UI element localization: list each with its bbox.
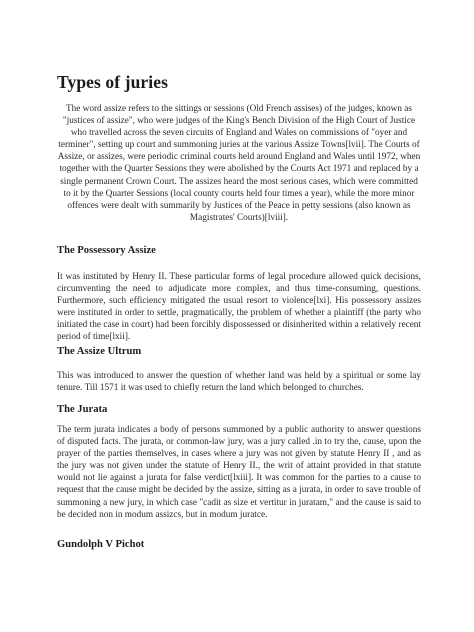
section-heading-assize-ultrum: The Assize Ultrum [57, 346, 142, 357]
section-heading-possessory-assize: The Possessory Assize [57, 245, 156, 256]
page-title: Types of juries [57, 72, 169, 92]
section-body-jurata: The term jurata indicates a body of persons summoned by a public authority to answer questions of disputed facts. The jurata, or common-law jury, was a jury called .in to try the, cause, upon the prayer of the parties themselves, in cases where a jury was not given by statute Henry II , and as the jury was not given under the statute of Henry II., the writ of attaint provided in that statute would not lie against a jurata for false verdict[lxiii]. It was common for the parties to a cause to request that the cause might be decided by the assize, sitting as a jurata, in order to save trouble of summoning a new jury, in which case "cadit as size et vertitur in juratam," and the cause is said to be decided non in modum assizcs, but in modum juratce. [57, 425, 421, 520]
section-body-assize-ultrum: This was introduced to answer the question of whether land was held by a spiritual or some lay tenure. Till 1571 it was used to chiefly return the land which belonged to churches. [57, 371, 421, 394]
section-heading-jurata: The Jurata [57, 404, 108, 415]
intro-paragraph: The word assize refers to the sittings or sessions (Old French assises) of the judges, known as "justices of assize", who were judges of the King's Bench Division of the High Court of Justice who travelled across the seven circuits of England and Wales on commissions of "oyer and terminer", setting up court and summoning juries at the various Assize Towns[lvii]. The Courts of Assize, or assizes, were periodic criminal courts held around England and Wales until 1972, when together with the Quarter Sessions they were abolished by the Courts Act 1971 and replaced by a single permanent Crown Court. The assizes heard the most serious cases, which were committed to it by the Quarter Sessions (local county courts held four times a year), while the more minor offences were dealt with summarily by Justices of the Peace in petty sessions (also known as Magistrates' Courts)[lviii]. [57, 104, 421, 223]
section-heading-gundolph-v-pichot: Gundolph V Pichot [57, 539, 145, 550]
section-body-possessory-assize: It was instituted by Henry II. These particular forms of legal procedure allowed quick decisions, circumventing the need to adjudicate more complex, and thus time-consuming, questions. Furthermore, such efficiency mitigated the usual resort to violence[lxi]. His possessory assizes were instituted in order to settle, pragmatically, the problem of whether a plaintiff (the party who initiated the case in court) had been forcibly dispossessed or disinherited within a relatively recent period of time[lxii]. [57, 272, 421, 343]
